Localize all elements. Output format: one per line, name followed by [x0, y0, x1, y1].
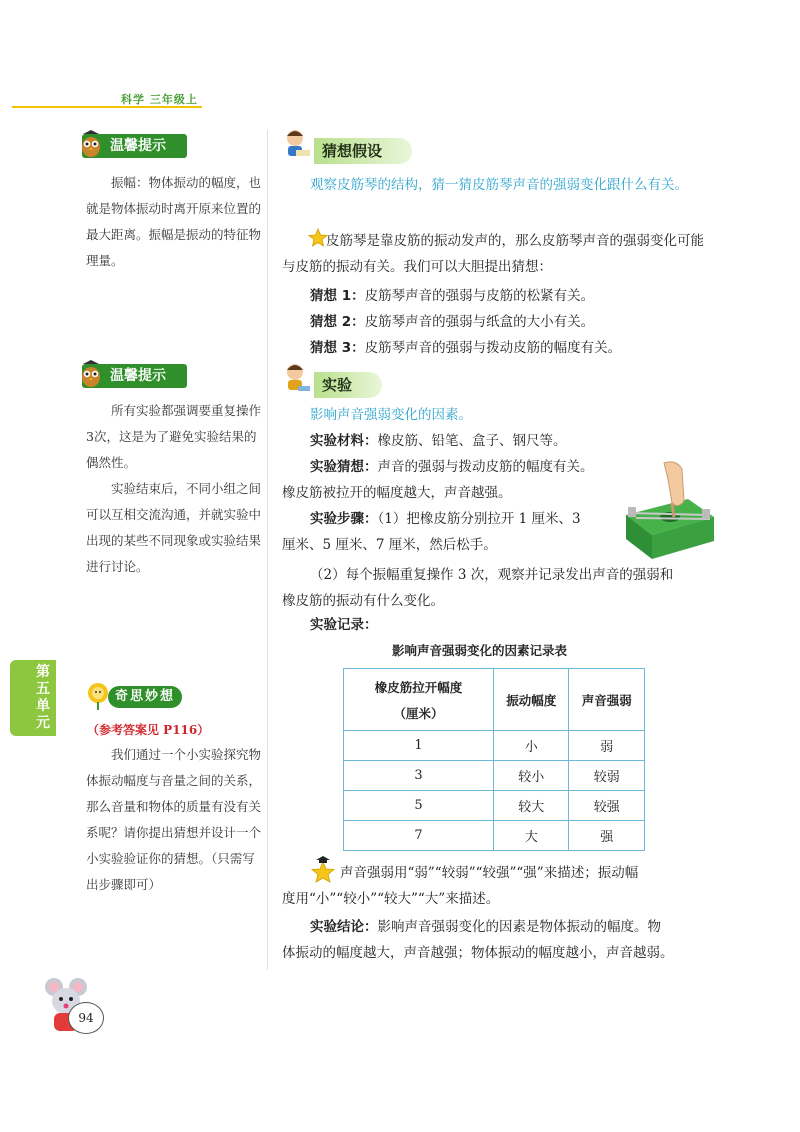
- tip-text-1: 振幅：物体振动的幅度，也就是物体振动时离开原来位置的最大距离。振幅是振动的特征物理量。: [86, 175, 262, 268]
- cell-loudness: 较弱: [569, 761, 645, 791]
- header-stretch-line2: （厘米）: [393, 705, 444, 721]
- conclusion-text: 影响声音强弱变化的因素是物体振动的幅度。物: [377, 919, 661, 935]
- sunflower-icon: [86, 682, 110, 710]
- experiment-topic: 影响声音强弱变化的因素。: [310, 407, 472, 423]
- think-banner: 奇思妙想: [108, 686, 182, 708]
- think-text: 我们通过一个小实验探究物体振动幅度与音量之间的关系，那么音量和物体的质量有没有关系呢？请你提出猜想并设计一个小实验验证你的猜想。（只需写出步骤即可）: [86, 747, 262, 892]
- child-reading-icon: [282, 128, 312, 160]
- cell-loudness: 强: [569, 821, 645, 851]
- cell-stretch: 1: [344, 731, 494, 761]
- tip-box-1: [82, 134, 187, 158]
- header-stretch: [344, 669, 494, 731]
- guess-label: 实验猜想：: [310, 459, 378, 475]
- cell-stretch: 5: [344, 791, 494, 821]
- cell-loudness: 较强: [569, 791, 645, 821]
- guess-continuation: 橡皮筋被拉开的幅度越大，声音越强。: [282, 485, 512, 501]
- tip-banner-2: 温馨提示: [82, 364, 187, 388]
- conclusion-line: [310, 914, 720, 940]
- table-row: [344, 821, 645, 851]
- guess-item-3: [310, 335, 710, 361]
- note-continuation: 度用“小”“较小”“较大”“大”来描述。: [282, 891, 500, 907]
- page-number: 94: [68, 1002, 104, 1034]
- guess-text-1: 皮筋琴声音的强弱与皮筋的松紧有关。: [364, 288, 595, 304]
- header-stretch-line1: 橡皮筋拉开幅度: [374, 679, 463, 695]
- hypothesis-prompt-text: 观察皮筋琴的结构，猜一猜皮筋琴声音的强弱变化跟什么有关。: [310, 177, 688, 193]
- tip-box-2: [82, 364, 187, 388]
- owl-icon: [80, 360, 102, 388]
- tip-banner-1: 温馨提示: [82, 134, 187, 158]
- unit-tab-label: 第五单元: [36, 664, 50, 731]
- header-loudness: 声音强弱: [569, 669, 645, 731]
- header-rule: [12, 106, 202, 108]
- cell-amplitude: 大: [493, 821, 569, 851]
- cell-stretch: 3: [344, 761, 494, 791]
- hypothesis-heading: 猜想假设: [314, 138, 412, 164]
- table-row: [344, 761, 645, 791]
- step-1-continuation: 厘米、5 厘米、7 厘米，然后松手。: [282, 537, 497, 553]
- table-title: 影响声音强弱变化的因素记录表: [392, 643, 568, 658]
- answer-reference: （参考答案见 P116）: [87, 723, 210, 737]
- unit-tab: [10, 660, 56, 736]
- conclusion-continuation: 体振动的幅度越大，声音越强；物体振动的幅度越小，声音越弱。: [282, 945, 674, 961]
- guess-item-1: [310, 283, 710, 309]
- note-text: 声音强弱用“弱”“较弱”“较强”“强”来描述；振动幅: [340, 865, 639, 881]
- tip-text-2b: 实验结束后，不同小组之间可以互相交流沟通，并就实验中出现的某些不同现象或实验结果进行讨论。: [86, 481, 262, 574]
- guess-line: [310, 454, 640, 480]
- step-2-text: （2）每个振幅重复操作 3 次，观察并记录发出声音的强弱和: [310, 567, 674, 583]
- owl-icon: [80, 130, 102, 158]
- tip-text-2a: 所有实验都强调要重复操作3次，这是为了避免实验结果的偶然性。: [86, 403, 262, 470]
- graduate-star-icon: [308, 856, 338, 884]
- steps-line: [310, 506, 640, 532]
- materials-line: [310, 428, 710, 454]
- hypothesis-intro: 皮筋琴是靠皮筋的振动发声的，那么皮筋琴声音的强弱变化可能与皮筋的振动有关。我们可以大胆提出猜想：: [282, 233, 704, 275]
- table-header-row: [344, 669, 645, 731]
- guess-label-3: 猜想 3：: [310, 340, 365, 356]
- cell-loudness: 弱: [569, 731, 645, 761]
- cell-amplitude: 小: [493, 731, 569, 761]
- experiment-heading: 实验: [314, 372, 382, 398]
- table-row: [344, 791, 645, 821]
- guess-text: 声音的强弱与拨动皮筋的幅度有关。: [377, 459, 594, 475]
- child-experiment-icon: [282, 362, 312, 394]
- step-1-text: （1）把橡皮筋分别拉开 1 厘米、3: [377, 511, 581, 527]
- cell-stretch: 7: [344, 821, 494, 851]
- guess-label-2: 猜想 2：: [310, 314, 365, 330]
- materials-label: 实验材料：: [310, 433, 378, 449]
- table-row: [344, 731, 645, 761]
- steps-label: 实验步骤：: [310, 511, 378, 527]
- column-divider: [267, 130, 268, 970]
- record-table: [343, 668, 645, 851]
- guess-text-2: 皮筋琴声音的强弱与纸盒的大小有关。: [364, 314, 595, 330]
- record-label: 实验记录：: [310, 617, 378, 633]
- step-2-continuation: 橡皮筋的振动有什么变化。: [282, 593, 444, 609]
- conclusion-label: 实验结论：: [310, 919, 378, 935]
- running-header: 科学 三年级上: [121, 93, 198, 106]
- guess-text-3: 皮筋琴声音的强弱与拨动皮筋的幅度有关。: [364, 340, 622, 356]
- cell-amplitude: 较小: [493, 761, 569, 791]
- guess-item-2: [310, 309, 710, 335]
- hypothesis-prompt: [310, 172, 730, 198]
- guess-label-1: 猜想 1：: [310, 288, 365, 304]
- rubber-band-box-illustration: [618, 455, 718, 561]
- header-amplitude: 振动幅度: [493, 669, 569, 731]
- materials-text: 橡皮筋、铅笔、盒子、钢尺等。: [377, 433, 567, 449]
- cell-amplitude: 较大: [493, 791, 569, 821]
